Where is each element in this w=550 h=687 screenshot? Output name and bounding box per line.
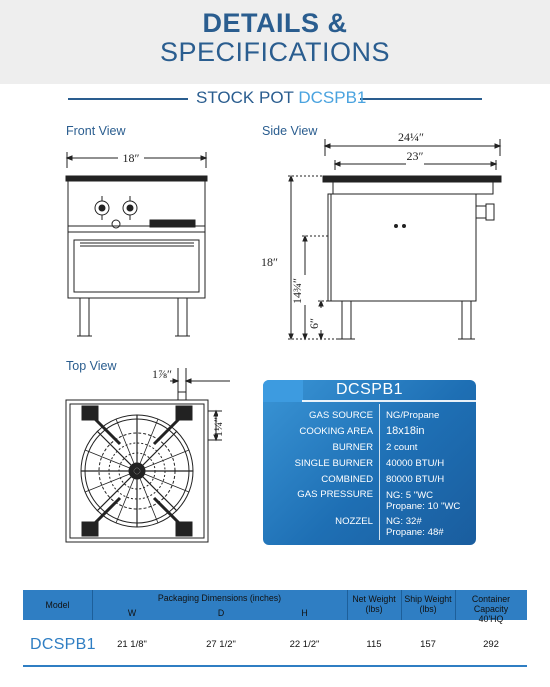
spec-card-model: DCSPB1 xyxy=(336,381,404,398)
front-width-dim: 18″ xyxy=(122,151,140,165)
section-model: DCSPB1 xyxy=(298,88,367,107)
header-ship-weight: Ship Weight (lbs) xyxy=(404,594,452,614)
spec-label-burner: BURNER xyxy=(332,442,373,453)
spec-label-nozzel: NOZZEL xyxy=(335,516,373,527)
header-dimensions: Packaging Dimensions (inches) xyxy=(157,593,282,603)
page-subtitle: SPECIFICATIONS xyxy=(159,37,391,67)
spec-value-gas-pressure-ng: NG: 5 "WC xyxy=(386,490,434,501)
spec-label-cooking-area: COOKING AREA xyxy=(299,426,373,437)
spec-value-combined: 80000 BTU/H xyxy=(386,474,445,485)
top-offset-dim: 1⅞″ xyxy=(152,367,172,381)
spec-card-tab xyxy=(263,380,303,402)
spec-value-gas-source: NG/Propane xyxy=(386,410,440,421)
spec-value-burner: 2 count xyxy=(386,442,418,453)
top-view-label: Top View xyxy=(66,359,117,373)
row-h: 22 1/2" xyxy=(289,639,320,650)
page-title: DETAILS & xyxy=(202,8,348,38)
spec-label-gas-source: GAS SOURCE xyxy=(309,410,373,421)
top-view-drawing xyxy=(66,368,230,542)
side-height-dim: 18″ xyxy=(261,255,278,269)
header-container: Container Capacity 40'HQ xyxy=(471,594,511,624)
header-net-weight: Net Weight (lbs) xyxy=(352,594,396,614)
spec-card-rule xyxy=(302,400,476,402)
row-w: 21 1/8" xyxy=(117,639,147,650)
spec-label-gas-pressure: GAS PRESSURE xyxy=(297,489,373,500)
spec-value-single-burner: 40000 BTU/H xyxy=(386,458,445,469)
side-overall-depth-dim: 24¼″ xyxy=(398,130,424,144)
section-title: STOCK POT DCSPB1 xyxy=(196,88,367,107)
header-model: Model xyxy=(45,600,70,610)
top-gas-dim: 1¼″ xyxy=(211,417,225,437)
spec-label-combined: COMBINED xyxy=(321,474,373,485)
row-model: DCSPB1 xyxy=(30,636,96,653)
row-net-weight: 115 xyxy=(366,639,382,650)
header-d: D xyxy=(217,608,225,618)
side-view-label: Side View xyxy=(262,124,318,138)
spec-label-single-burner: SINGLE BURNER xyxy=(294,458,373,469)
side-body-depth-dim: 23″ xyxy=(406,149,424,163)
front-view-label: Front View xyxy=(66,124,126,138)
header-w: W xyxy=(127,608,137,618)
spec-value-nozzel-propane: Propane: 48# xyxy=(386,527,444,538)
row-d: 27 1/2" xyxy=(206,639,236,650)
row-container: 292 xyxy=(483,639,499,650)
spec-card-divider xyxy=(379,404,380,540)
side-body-height-dim: 14¾″ xyxy=(290,278,304,304)
spec-value-nozzel-ng: NG: 32# xyxy=(386,516,422,527)
row-ship-weight: 157 xyxy=(420,639,436,650)
spec-value-cooking-area: 18x18in xyxy=(386,425,425,437)
side-leg-height-dim: 6″ xyxy=(307,318,321,329)
spec-value-gas-pressure-propane: Propane: 10 "WC xyxy=(386,501,461,512)
packaging-table-bottom-rule xyxy=(23,665,527,667)
header-h: H xyxy=(301,608,308,618)
front-view-drawing xyxy=(66,152,207,336)
